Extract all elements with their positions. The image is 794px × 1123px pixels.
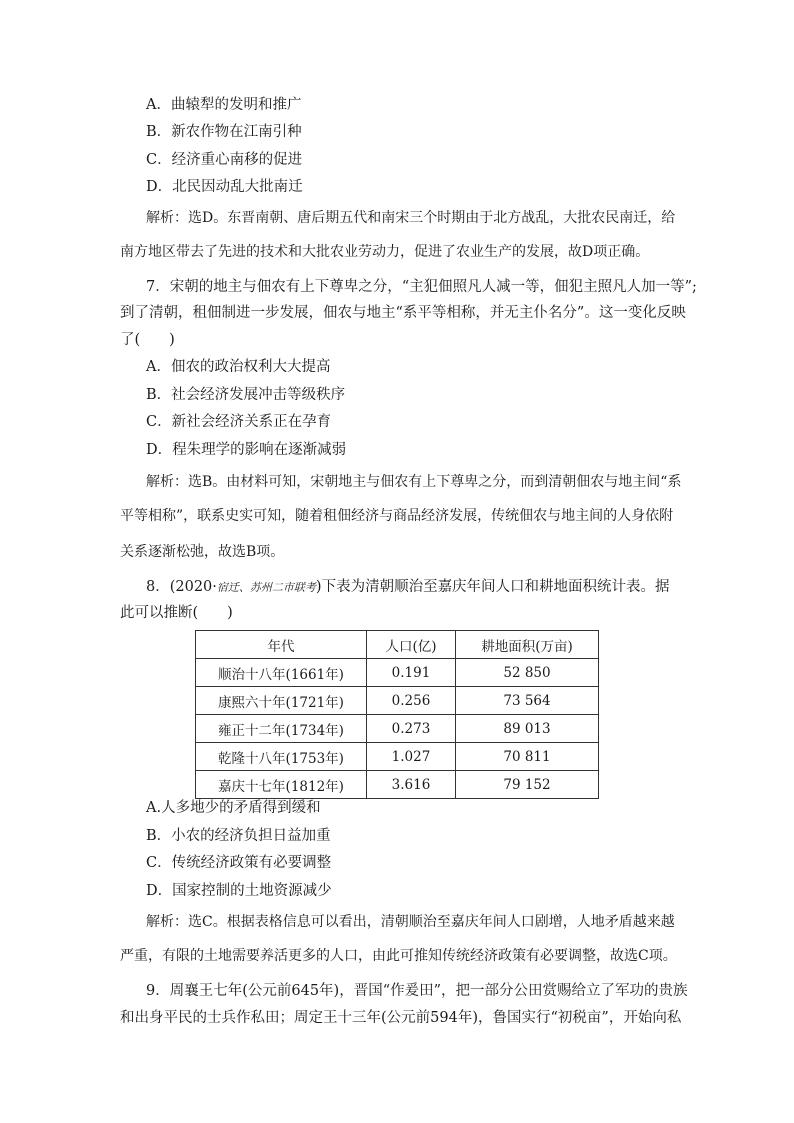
q7-explanation-line-1: 解析：选B。由材料可知，宋朝地主与佃农有上下尊卑之分，而到清朝佃农与地主间“系 [146,474,682,490]
table-cell-farmland: 89 013 [456,715,599,743]
table-cell-era: 顺治十八年(1661年) [196,659,367,687]
table-row [196,687,599,715]
q8-stem-line-1 [146,577,680,598]
table-cell-population: 3.616 [367,771,456,799]
q8-explanation-line-2: 严重，有限的土地需要养活更多的人口，由此可推知传统经济政策有必要调整，故选C项。 [120,948,677,964]
table-cell-population: 1.027 [367,743,456,771]
table-cell-era: 嘉庆十七年(1812年) [196,771,367,799]
population-land-table [195,630,599,799]
table-header-era: 年代 [196,631,367,659]
q7-option-d: D．程朱理学的影响在逐渐减弱 [146,442,347,458]
q8-option-a: A.人多地少的矛盾得到缓和 [146,800,321,816]
table-header-row [196,631,599,659]
q8-stem-rest: )下表为清朝顺治至嘉庆年间人口和耕地面积统计表。据 [315,579,670,595]
table-row [196,743,599,771]
table-cell-era: 雍正十二年(1734年) [196,715,367,743]
q9-stem-line-1: 9．周襄王七年(公元前645年)，晋国“作爰田”，把一部分公田赏赐给立了军功的贵族 [146,983,688,999]
q8-stem-prefix: 8．(2020· [146,579,217,595]
q6-option-b: B．新农作物在江南引种 [146,124,302,140]
table-cell-population: 0.191 [367,659,456,687]
q6-explanation-line-2: 南方地区带去了先进的技术和大批农业劳动力，促进了农业生产的发展，故D项正确。 [120,244,650,260]
q7-stem-line-3: 了( ) [120,332,175,348]
q8-source: 宿迁、苏州二市联考 [216,581,316,594]
q7-option-a: A．佃农的政治权利大大提高 [146,359,331,375]
q6-option-c: C．经济重心南移的促进 [146,152,303,168]
q7-option-b: B．社会经济发展冲击等级秩序 [146,387,346,403]
q8-option-b: B．小农的经济负担日益加重 [146,828,331,844]
q7-option-c: C．新社会经济关系正在孕育 [146,414,332,430]
table-cell-era: 康熙六十年(1721年) [196,687,367,715]
q7-explanation-line-2: 平等相称”，联系史实可知，随着租佃经济与商品经济发展，传统佃农与地主间的人身依附 [120,508,674,524]
table-cell-population: 0.273 [367,715,456,743]
table-row [196,715,599,743]
q8-option-d: D．国家控制的土地资源减少 [146,883,332,899]
table-cell-farmland: 73 564 [456,687,599,715]
table-cell-farmland: 52 850 [456,659,599,687]
q7-stem-line-1: 7．宋朝的地主与佃农有上下尊卑之分，“主犯佃照凡人减一等，佃犯主照凡人加一等”; [146,279,697,295]
q9-stem-line-2: 和出身平民的士兵作私田；周定王十三年(公元前594年)，鲁国实行“初税亩”，开始向私 [120,1010,682,1026]
q7-explanation-line-3: 关系逐渐松弛，故选B项。 [120,544,285,560]
q7-stem-line-2: 到了清朝，租佃制进一步发展，佃农与地主“系平等相称，并无主仆名分”。这一变化反映 [120,305,686,321]
q8-explanation-line-1: 解析：选C。根据表格信息可以看出，清朝顺治至嘉庆年间人口剧增，人地矛盾越来越 [146,914,675,930]
q6-explanation-line-1: 解析：选D。东晋南朝、唐后期五代和南宋三个时期由于北方战乱，大批农民南迁，给 [146,210,676,226]
q8-option-c: C．传统经济政策有必要调整 [146,855,332,871]
table-cell-farmland: 79 152 [456,771,599,799]
table-cell-era: 乾隆十八年(1753年) [196,743,367,771]
q8-stem-line-2: 此可以推断( ) [120,605,233,621]
table-cell-farmland: 70 811 [456,743,599,771]
q6-option-d: D．北民因动乱大批南迁 [146,179,303,195]
q6-option-a: A．曲辕犁的发明和推广 [146,97,302,113]
table-row [196,771,599,799]
table-header-population: 人口(亿) [367,631,456,659]
table-header-farmland: 耕地面积(万亩) [456,631,599,659]
table-row [196,659,599,687]
table-cell-population: 0.256 [367,687,456,715]
